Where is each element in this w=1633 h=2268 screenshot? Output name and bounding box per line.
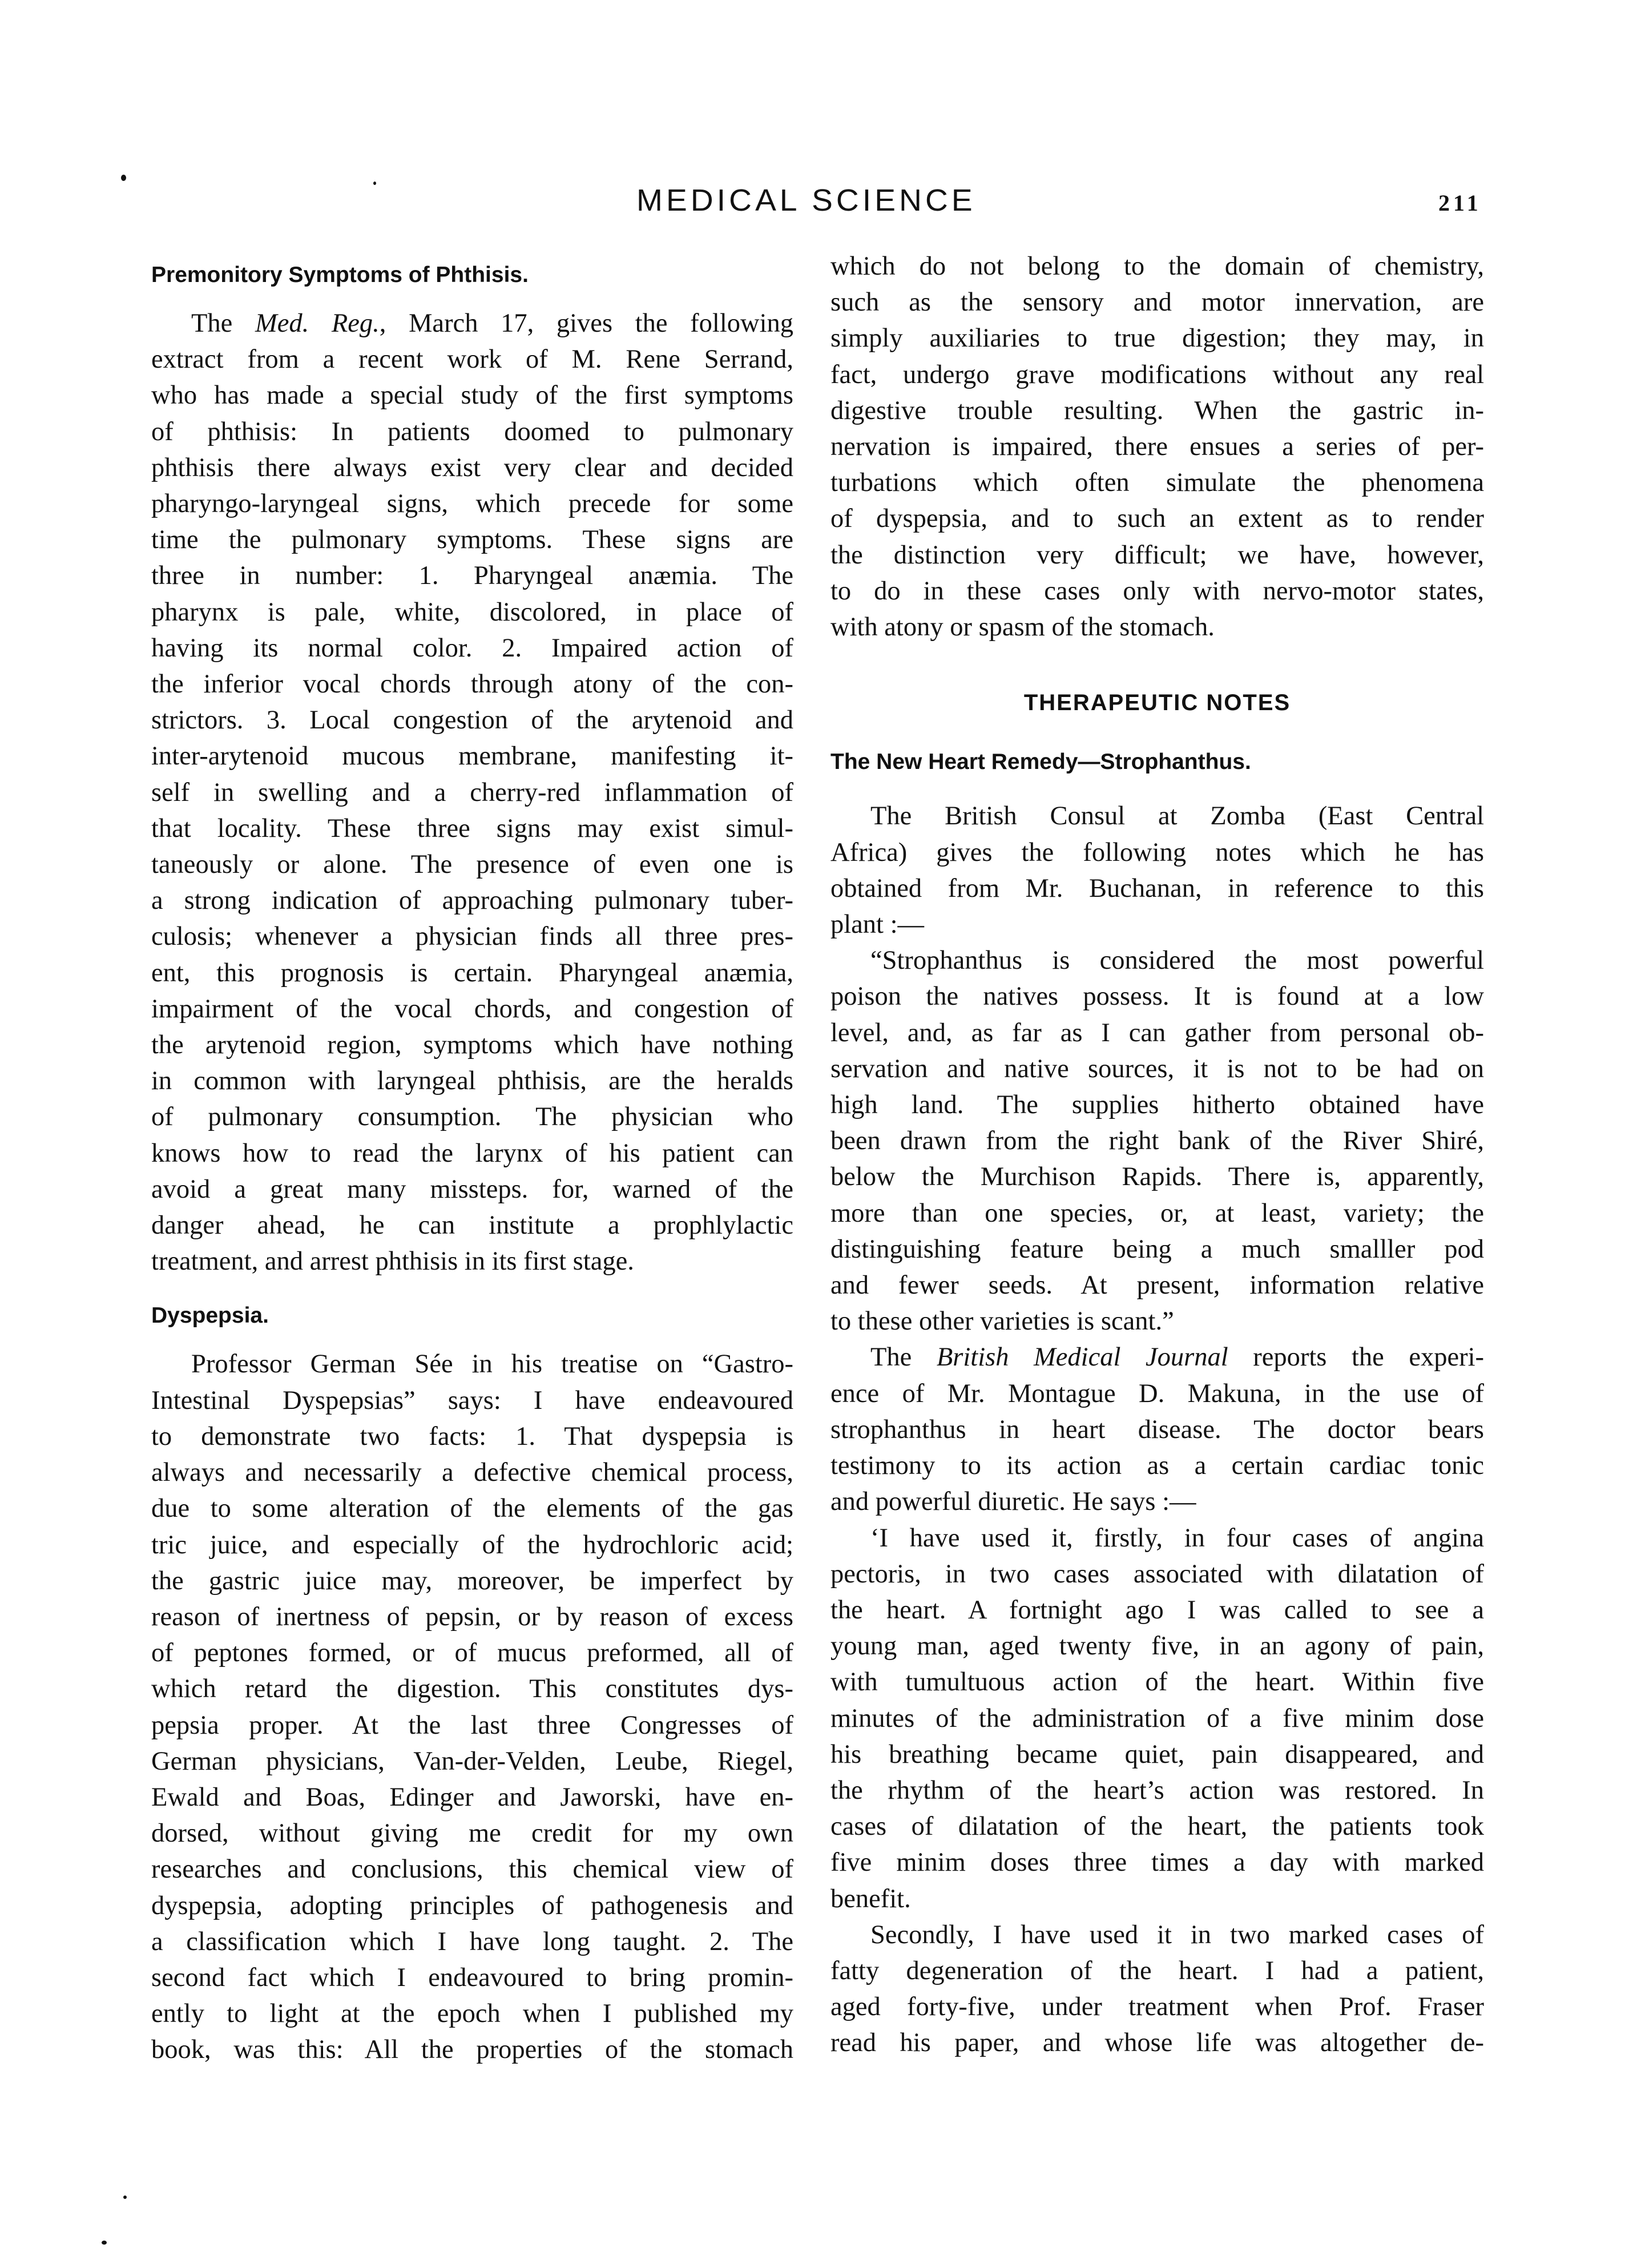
text-line: extract from a recent work of M. Rene Serrand, bbox=[151, 345, 793, 374]
running-title: MEDICAL SCIENCE bbox=[636, 183, 976, 217]
text-line: ently to light at the epoch when I published my bbox=[151, 1999, 793, 2029]
text-line: a classification which I have long taught. 2. The bbox=[151, 1927, 793, 1956]
text-line: his breathing became quiet, pain disappeared, and bbox=[830, 1739, 1484, 1769]
text-line: in common with laryngeal phthisis, are the heralds bbox=[151, 1066, 793, 1096]
text-line: phthisis there always exist very clear and decided bbox=[151, 453, 793, 482]
text-line: to these other varieties is scant.” bbox=[830, 1307, 1174, 1336]
text-line: strophanthus in heart disease. The doctor bears bbox=[830, 1415, 1484, 1444]
text-line: benefit. bbox=[830, 1884, 911, 1914]
text-line: testimony to its action as a certain cardiac tonic bbox=[830, 1451, 1484, 1481]
page-number: 211 bbox=[1438, 190, 1482, 216]
text-line: to do in these cases only with nervo-motor states, bbox=[830, 576, 1484, 606]
text-line: ence of Mr. Montague D. Makuna, in the use of bbox=[830, 1379, 1484, 1408]
text-line: Secondly, I have used it in two marked cases of bbox=[870, 1920, 1484, 1949]
text-line: German physicians, Van-der-Velden, Leube, Riegel, bbox=[151, 1746, 793, 1776]
text-line: to demonstrate two facts: 1. That dyspepsia is bbox=[151, 1421, 793, 1451]
article-dyspepsia bbox=[151, 1346, 793, 2068]
text-line: distinguishing feature being a much smalller pod bbox=[830, 1234, 1484, 1264]
text-line: time the pulmonary symptoms. These signs are bbox=[151, 525, 793, 555]
italic-title: British Medical Journal bbox=[936, 1343, 1228, 1372]
text-line: the arytenoid region, symptoms which have nothing bbox=[151, 1030, 793, 1060]
text-line: Intestinal Dyspepsias” says: I have endeavoured bbox=[151, 1385, 793, 1415]
text-line: who has made a special study of the first symptoms bbox=[151, 381, 793, 410]
text-line: treatment, and arrest phthisis in its first stage. bbox=[151, 1247, 634, 1276]
text-line: the rhythm of the heart’s action was restored. In bbox=[830, 1775, 1484, 1805]
text-line: and powerful diuretic. He says :— bbox=[830, 1487, 1196, 1517]
text-line: danger ahead, he can institute a prophlylactic bbox=[151, 1211, 793, 1240]
bmj-report bbox=[830, 1339, 1484, 1520]
text-line: poison the natives possess. It is found at a low bbox=[830, 982, 1484, 1012]
text-line: such as the sensory and motor innervation, are bbox=[830, 288, 1484, 317]
text-line: and fewer seeds. At present, information relative bbox=[830, 1271, 1484, 1300]
heading-premonitory-symptoms: Premonitory Symptoms of Phthisis. bbox=[151, 263, 529, 287]
text-line: avoid a great many missteps. for, warned of the bbox=[151, 1174, 793, 1204]
text-line: Africa) gives the following notes which he has bbox=[830, 837, 1484, 867]
text-line: taneously or alone. The presence of even one is bbox=[151, 850, 793, 880]
text-line: culosis; whenever a physician finds all three pres- bbox=[151, 922, 793, 952]
text-line: Ewald and Boas, Edinger and Jaworski, have en- bbox=[151, 1782, 793, 1812]
text-line: of dyspepsia, and to such an extent as to render bbox=[830, 504, 1484, 534]
heading-strophanthus: The New Heart Remedy—Strophanthus. bbox=[830, 750, 1251, 775]
text-line: dyspepsia, adopting principles of pathogenesis and bbox=[151, 1891, 793, 1920]
text-line: below the Murchison Rapids. There is, apparently, bbox=[830, 1162, 1484, 1192]
article-premonitory-symptoms bbox=[151, 305, 793, 1279]
section-title-therapeutic-notes: THERAPEUTIC NOTES bbox=[1023, 690, 1291, 716]
makuna-quote-secondly bbox=[830, 1917, 1484, 2061]
text-line: tric juice, and especially of the hydrochloric acid; bbox=[151, 1530, 793, 1560]
text-line: the inferior vocal chords through atony of the con- bbox=[151, 670, 793, 699]
text-line: The Med. Reg., March 17, gives the following bbox=[191, 309, 793, 338]
scan-speck bbox=[121, 175, 126, 181]
text-line: the gastric juice may, moreover, be imperfect by bbox=[151, 1566, 793, 1596]
consul-quote bbox=[830, 942, 1484, 1339]
text-line: plant :— bbox=[830, 910, 925, 940]
text-line: pectoris, in two cases associated with dilatation of bbox=[830, 1559, 1484, 1589]
text-line: reason of inertness of pepsin, or by reason of excess bbox=[151, 1602, 793, 1631]
text-line: book, was this: All the properties of the stomach bbox=[151, 2035, 793, 2065]
text-line: Professor German Sée in his treatise on “Gastro- bbox=[191, 1349, 793, 1379]
text-line: pharynx is pale, white, discolored, in place of bbox=[151, 597, 793, 627]
article-strophanthus-intro bbox=[830, 798, 1484, 942]
text-line: ‘I have used it, firstly, in four cases of angina bbox=[870, 1523, 1484, 1553]
scan-speck bbox=[102, 2241, 107, 2245]
text-line: knows how to read the larynx of his patient can bbox=[151, 1138, 793, 1168]
text-line: self in swelling and a cherry-red inflammation of bbox=[151, 778, 793, 807]
text-line: ent, this prognosis is certain. Pharyngeal anæmia, bbox=[151, 958, 793, 988]
text-line: the heart. A fortnight ago I was called to see a bbox=[830, 1595, 1484, 1625]
text-line: aged forty-five, under treatment when Prof. Fraser bbox=[830, 1992, 1484, 2022]
text-line: fatty degeneration of the heart. I had a patient, bbox=[830, 1956, 1484, 1985]
text-line: digestive trouble resulting. When the gastric in- bbox=[830, 396, 1484, 425]
text-line: of pulmonary consumption. The physician who bbox=[151, 1102, 793, 1132]
text-line: The British Medical Journal reports the experi- bbox=[870, 1343, 1484, 1372]
text-line: The British Consul at Zomba (East Central bbox=[870, 801, 1484, 831]
text-line: turbations which often simulate the phenomena bbox=[830, 468, 1484, 498]
text-line: five minim doses three times a day with marked bbox=[830, 1848, 1484, 1878]
text-line: of peptones formed, or of mucus preformed, all of bbox=[151, 1638, 793, 1668]
text-line: pharyngo-laryngeal signs, which precede for some bbox=[151, 489, 793, 519]
text-line: been drawn from the right bank of the River Shiré, bbox=[830, 1126, 1484, 1156]
text-line: due to some alteration of the elements of the gas bbox=[151, 1494, 793, 1524]
text-line: which do not belong to the domain of chemistry, bbox=[830, 252, 1484, 281]
text-line: having its normal color. 2. Impaired action of bbox=[151, 633, 793, 663]
text-line: a strong indication of approaching pulmonary tuber- bbox=[151, 886, 793, 916]
text-line: second fact which I endeavoured to bring promin- bbox=[151, 1963, 793, 1992]
text-line: minutes of the administration of a five minim dose bbox=[830, 1703, 1484, 1733]
text-line: fact, undergo grave modifications without any real bbox=[830, 360, 1484, 389]
text-line: high land. The supplies hitherto obtained have bbox=[830, 1090, 1484, 1120]
text-line: nervation is impaired, there ensues a series of per- bbox=[830, 432, 1484, 462]
article-dyspepsia-continued bbox=[830, 248, 1484, 645]
text-line: of phthisis: In patients doomed to pulmonary bbox=[151, 417, 793, 446]
italic-title: Med. Reg. bbox=[255, 309, 380, 338]
text-line: young man, aged twenty five, in an agony of pain, bbox=[830, 1631, 1484, 1661]
text-line: with tumultuous action of the heart. Within five bbox=[830, 1667, 1484, 1697]
scan-speck bbox=[123, 2196, 127, 2199]
text-line: cases of dilatation of the heart, the patients took bbox=[830, 1812, 1484, 1842]
makuna-quote bbox=[830, 1520, 1484, 1917]
text-line: servation and native sources, it is not to be had on bbox=[830, 1054, 1484, 1083]
text-line: strictors. 3. Local congestion of the arytenoid and bbox=[151, 706, 793, 735]
text-line: researches and conclusions, this chemical view of bbox=[151, 1855, 793, 1884]
text-line: with atony or spasm of the stomach. bbox=[830, 613, 1215, 642]
text-line: impairment of the vocal chords, and congestion of bbox=[151, 994, 793, 1024]
text-line: three in number: 1. Pharyngeal anæmia. The bbox=[151, 561, 793, 591]
text-line: “Strophanthus is considered the most powerful bbox=[870, 946, 1484, 976]
text-line: dorsed, without giving me credit for my own bbox=[151, 1819, 793, 1848]
running-header bbox=[0, 183, 1633, 228]
right-column bbox=[830, 248, 1484, 2061]
heading-dyspepsia: Dyspepsia. bbox=[151, 1303, 269, 1328]
text-line: always and necessarily a defective chemical process, bbox=[151, 1458, 793, 1488]
text-line: level, and, as far as I can gather from personal ob- bbox=[830, 1018, 1484, 1048]
text-line: more than one species, or, at least, variety; the bbox=[830, 1198, 1484, 1228]
text-line: that locality. These three signs may exist simul- bbox=[151, 813, 793, 843]
text-line: read his paper, and whose life was altogether de- bbox=[830, 2028, 1484, 2058]
text-line: simply auxiliaries to true digestion; they may, in bbox=[830, 324, 1484, 353]
text-line: obtained from Mr. Buchanan, in reference to this bbox=[830, 873, 1484, 903]
text-line: pepsia proper. At the last three Congresses of bbox=[151, 1710, 793, 1740]
left-column bbox=[151, 257, 793, 2068]
text-line: the distinction very difficult; we have, however, bbox=[830, 540, 1484, 570]
text-line: which retard the digestion. This constitutes dys- bbox=[151, 1674, 793, 1704]
text-line: inter-arytenoid mucous membrane, manifesting it- bbox=[151, 742, 793, 771]
